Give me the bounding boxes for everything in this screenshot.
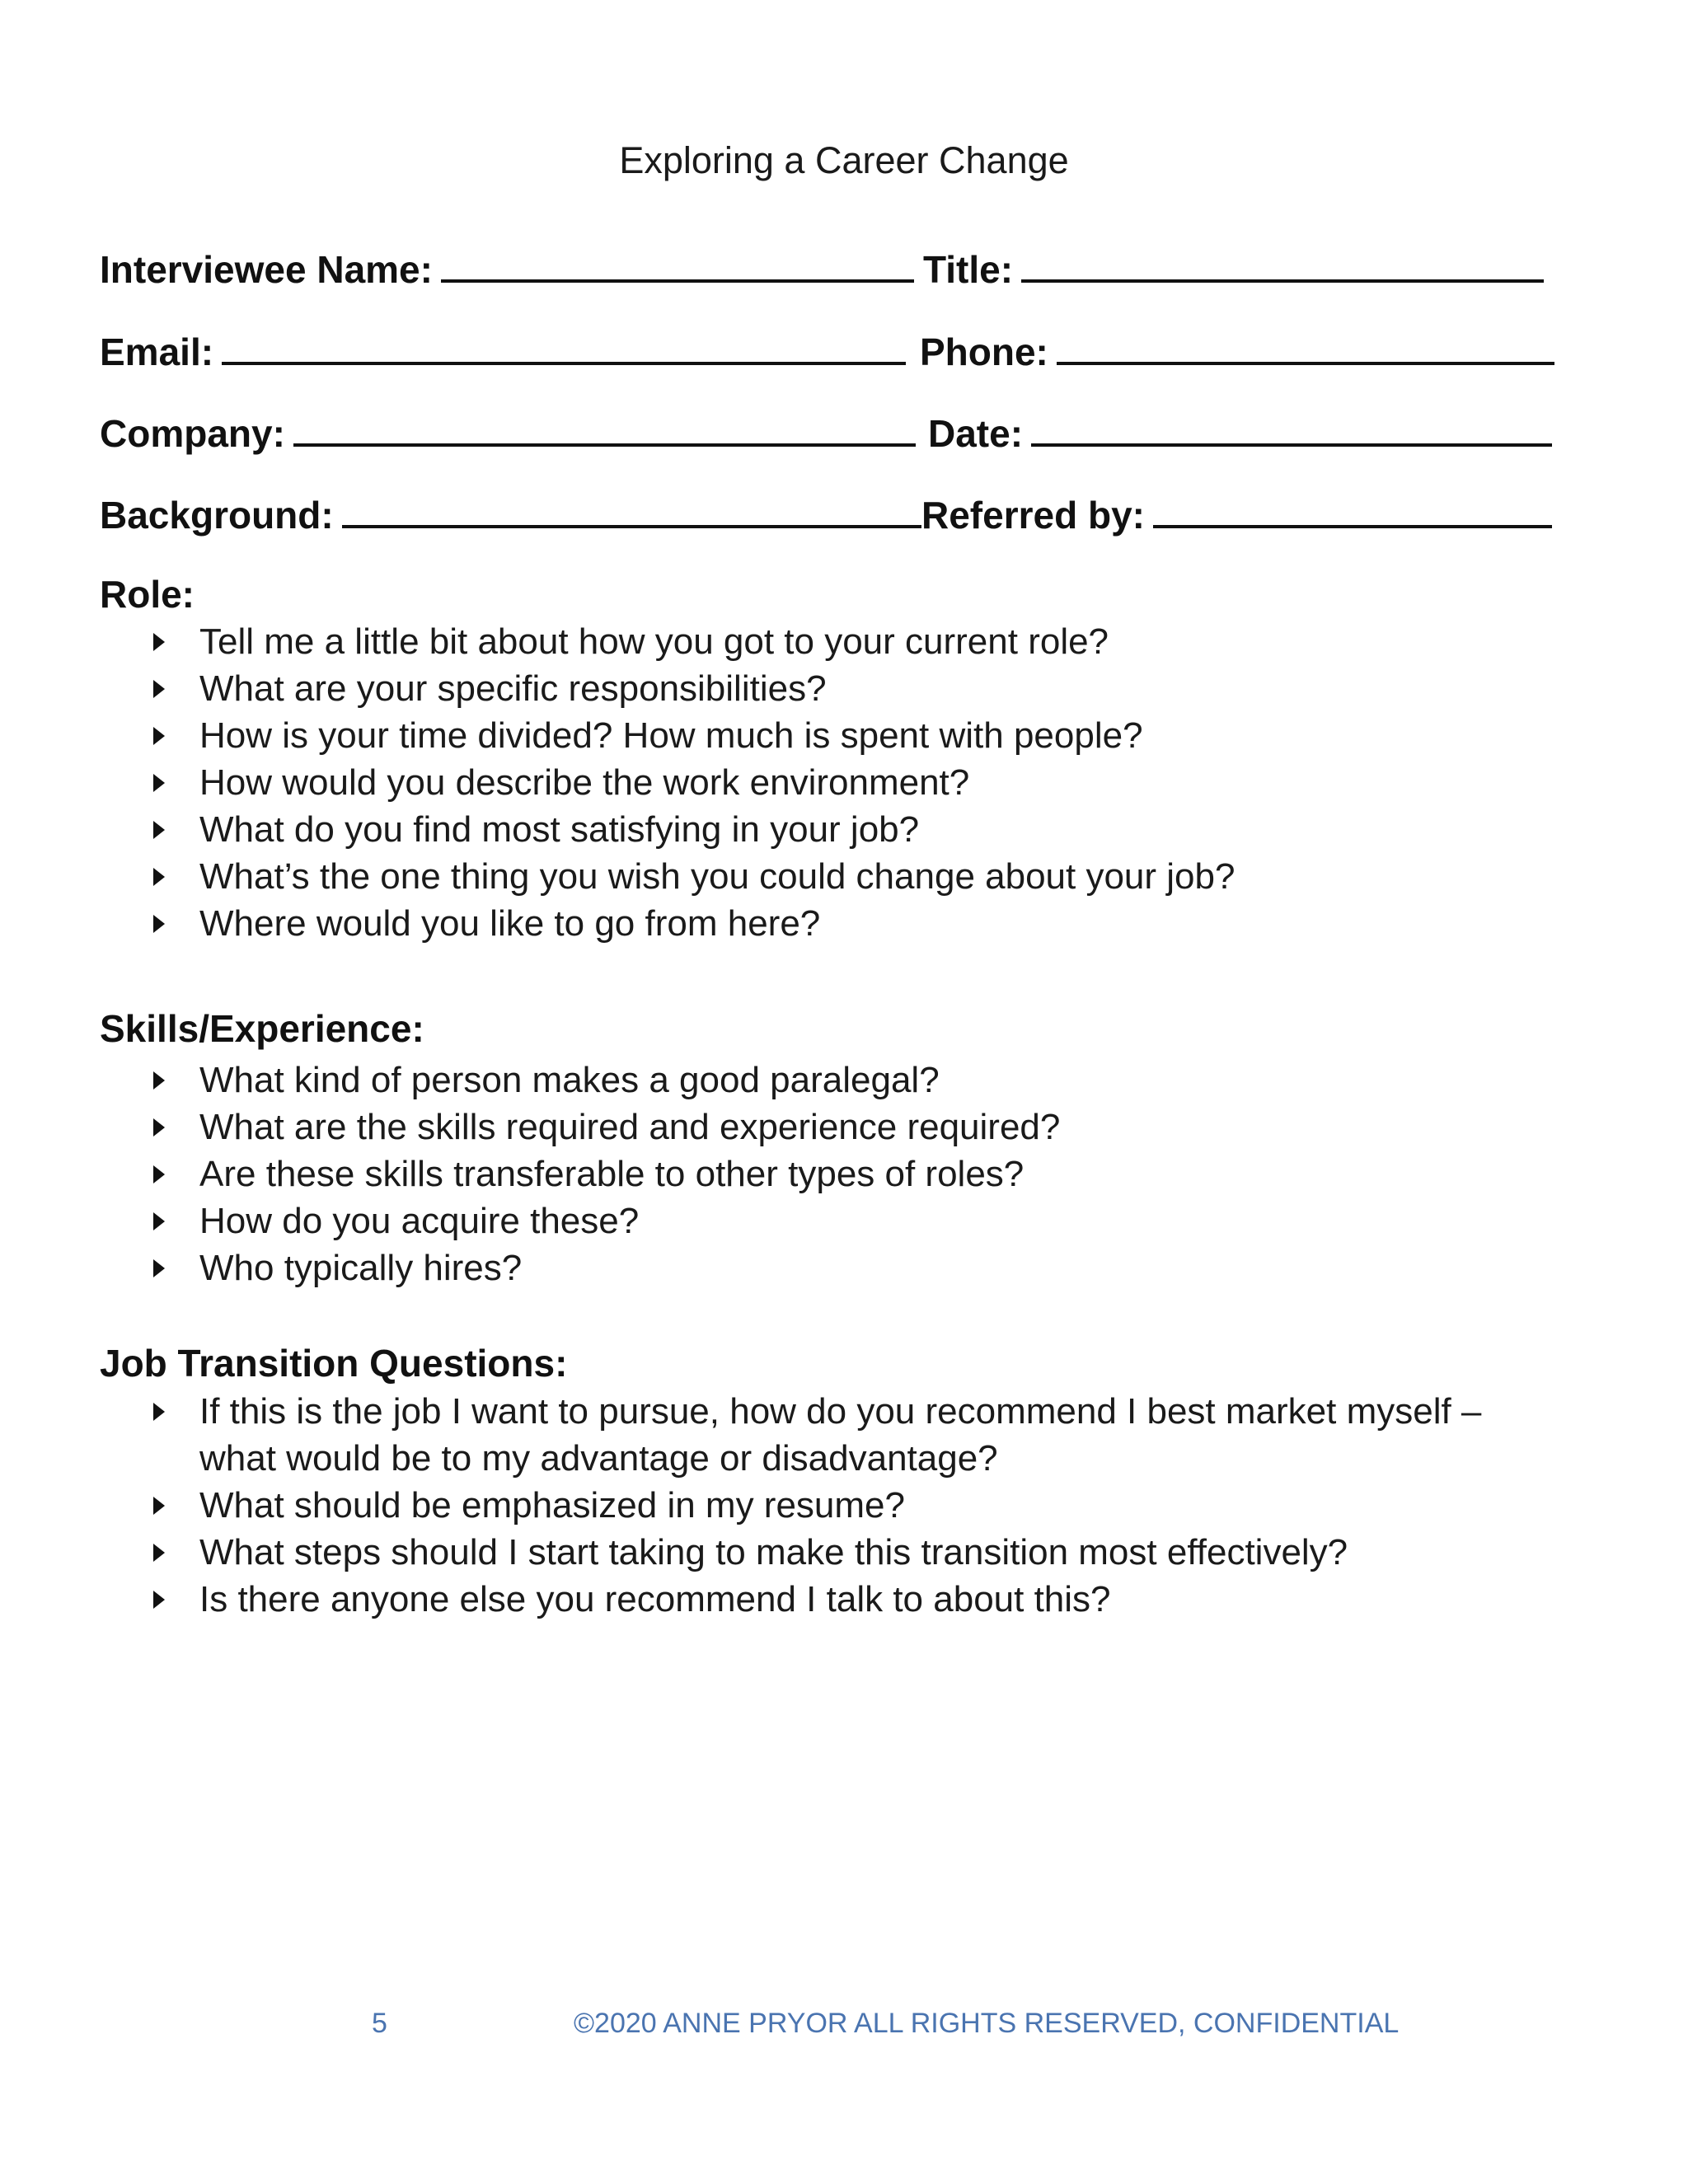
company-field[interactable]: [100, 407, 916, 457]
section-heading-job-transition: Job Transition Questions:: [100, 1342, 568, 1385]
skills-question-list: [0, 1057, 1688, 1291]
phone-label: Phone:: [920, 330, 1048, 373]
phone-blank[interactable]: [1057, 362, 1554, 365]
email-field[interactable]: [100, 326, 906, 375]
question-text: What kind of person makes a good paralegal?: [199, 1060, 940, 1100]
triangle-bullet-icon: [153, 1118, 165, 1137]
question-text: Who typically hires?: [199, 1248, 523, 1288]
company-blank[interactable]: [293, 443, 916, 447]
date-label: Date:: [928, 412, 1024, 455]
list-item: [0, 1151, 1688, 1197]
list-item: [0, 806, 1688, 853]
question-text: How is your time divided? How much is spent with people?: [199, 715, 1143, 756]
interviewee-name-label: Interviewee Name:: [100, 248, 433, 291]
email-label: Email:: [100, 330, 214, 373]
question-text: If this is the job I want to pursue, how do you recommend I best market myself – what would be to my advantage or disadvantage?: [199, 1391, 1482, 1479]
triangle-bullet-icon: [153, 1071, 165, 1090]
list-item: [0, 1104, 1688, 1151]
list-item: [0, 712, 1688, 759]
title-blank[interactable]: [1021, 279, 1544, 283]
copyright-notice: ©2020 ANNE PRYOR ALL RIGHTS RESERVED, CONFIDENTIAL: [574, 2008, 1400, 2039]
question-text: What steps should I start taking to make this transition most effectively?: [199, 1532, 1348, 1572]
question-text: Is there anyone else you recommend I talk to about this?: [199, 1579, 1111, 1619]
background-field[interactable]: [100, 489, 921, 538]
list-item: [0, 1244, 1688, 1291]
triangle-bullet-icon: [153, 1544, 165, 1562]
question-text: What are your specific responsibilities?: [199, 668, 827, 709]
triangle-bullet-icon: [153, 1165, 165, 1183]
triangle-bullet-icon: [153, 727, 165, 745]
interviewee-name-field[interactable]: [100, 243, 914, 293]
list-item: [0, 1197, 1688, 1244]
question-text: Tell me a little bit about how you got to your current role?: [199, 621, 1109, 662]
list-item: [0, 759, 1688, 806]
triangle-bullet-icon: [153, 1591, 165, 1609]
list-item: [0, 665, 1688, 712]
triangle-bullet-icon: [153, 774, 165, 792]
question-text: What’s the one thing you wish you could change about your job?: [199, 856, 1236, 897]
list-item: [0, 1388, 1688, 1482]
form-row-email-phone: [100, 326, 1554, 375]
referred-by-label: Referred by:: [921, 494, 1145, 537]
list-item: [0, 900, 1688, 947]
list-item: [0, 1529, 1688, 1576]
title-label: Title:: [923, 248, 1014, 291]
triangle-bullet-icon: [153, 1212, 165, 1230]
form-row-name-title: [100, 243, 1554, 293]
triangle-bullet-icon: [153, 915, 165, 933]
triangle-bullet-icon: [153, 1497, 165, 1515]
list-item: [0, 853, 1688, 900]
date-blank[interactable]: [1031, 443, 1552, 447]
question-text: What do you find most satisfying in your job?: [199, 809, 920, 850]
date-field[interactable]: [928, 407, 1552, 457]
form-row-background-referred: [100, 489, 1554, 538]
form-row-company-date: [100, 407, 1554, 457]
triangle-bullet-icon: [153, 680, 165, 698]
triangle-bullet-icon: [153, 1403, 165, 1421]
referred-by-blank[interactable]: [1153, 525, 1552, 528]
role-question-list: [0, 618, 1688, 947]
triangle-bullet-icon: [153, 821, 165, 839]
background-blank[interactable]: [342, 525, 921, 528]
list-item: [0, 1057, 1688, 1104]
section-heading-role: Role:: [100, 573, 195, 616]
list-item: [0, 1482, 1688, 1529]
interviewee-name-blank[interactable]: [441, 279, 914, 283]
referred-by-field[interactable]: [921, 489, 1552, 538]
title-field[interactable]: [923, 243, 1544, 293]
section-heading-skills: Skills/Experience:: [100, 1007, 424, 1050]
triangle-bullet-icon: [153, 1259, 165, 1277]
email-blank[interactable]: [222, 362, 906, 365]
question-text: How would you describe the work environment?: [199, 762, 970, 803]
list-item: [0, 618, 1688, 665]
question-text: What should be emphasized in my resume?: [199, 1485, 905, 1526]
list-item: [0, 1576, 1688, 1623]
question-text: What are the skills required and experience required?: [199, 1107, 1061, 1147]
triangle-bullet-icon: [153, 633, 165, 651]
phone-field[interactable]: [920, 326, 1554, 375]
company-label: Company:: [100, 412, 285, 455]
background-label: Background:: [100, 494, 334, 537]
triangle-bullet-icon: [153, 868, 165, 886]
page-title: Exploring a Career Change: [619, 139, 1069, 181]
page-number: 5: [372, 2008, 387, 2039]
job-transition-question-list: [0, 1388, 1688, 1623]
question-text: Where would you like to go from here?: [199, 903, 821, 944]
question-text: Are these skills transferable to other types of roles?: [199, 1154, 1025, 1194]
question-text: How do you acquire these?: [199, 1201, 640, 1241]
